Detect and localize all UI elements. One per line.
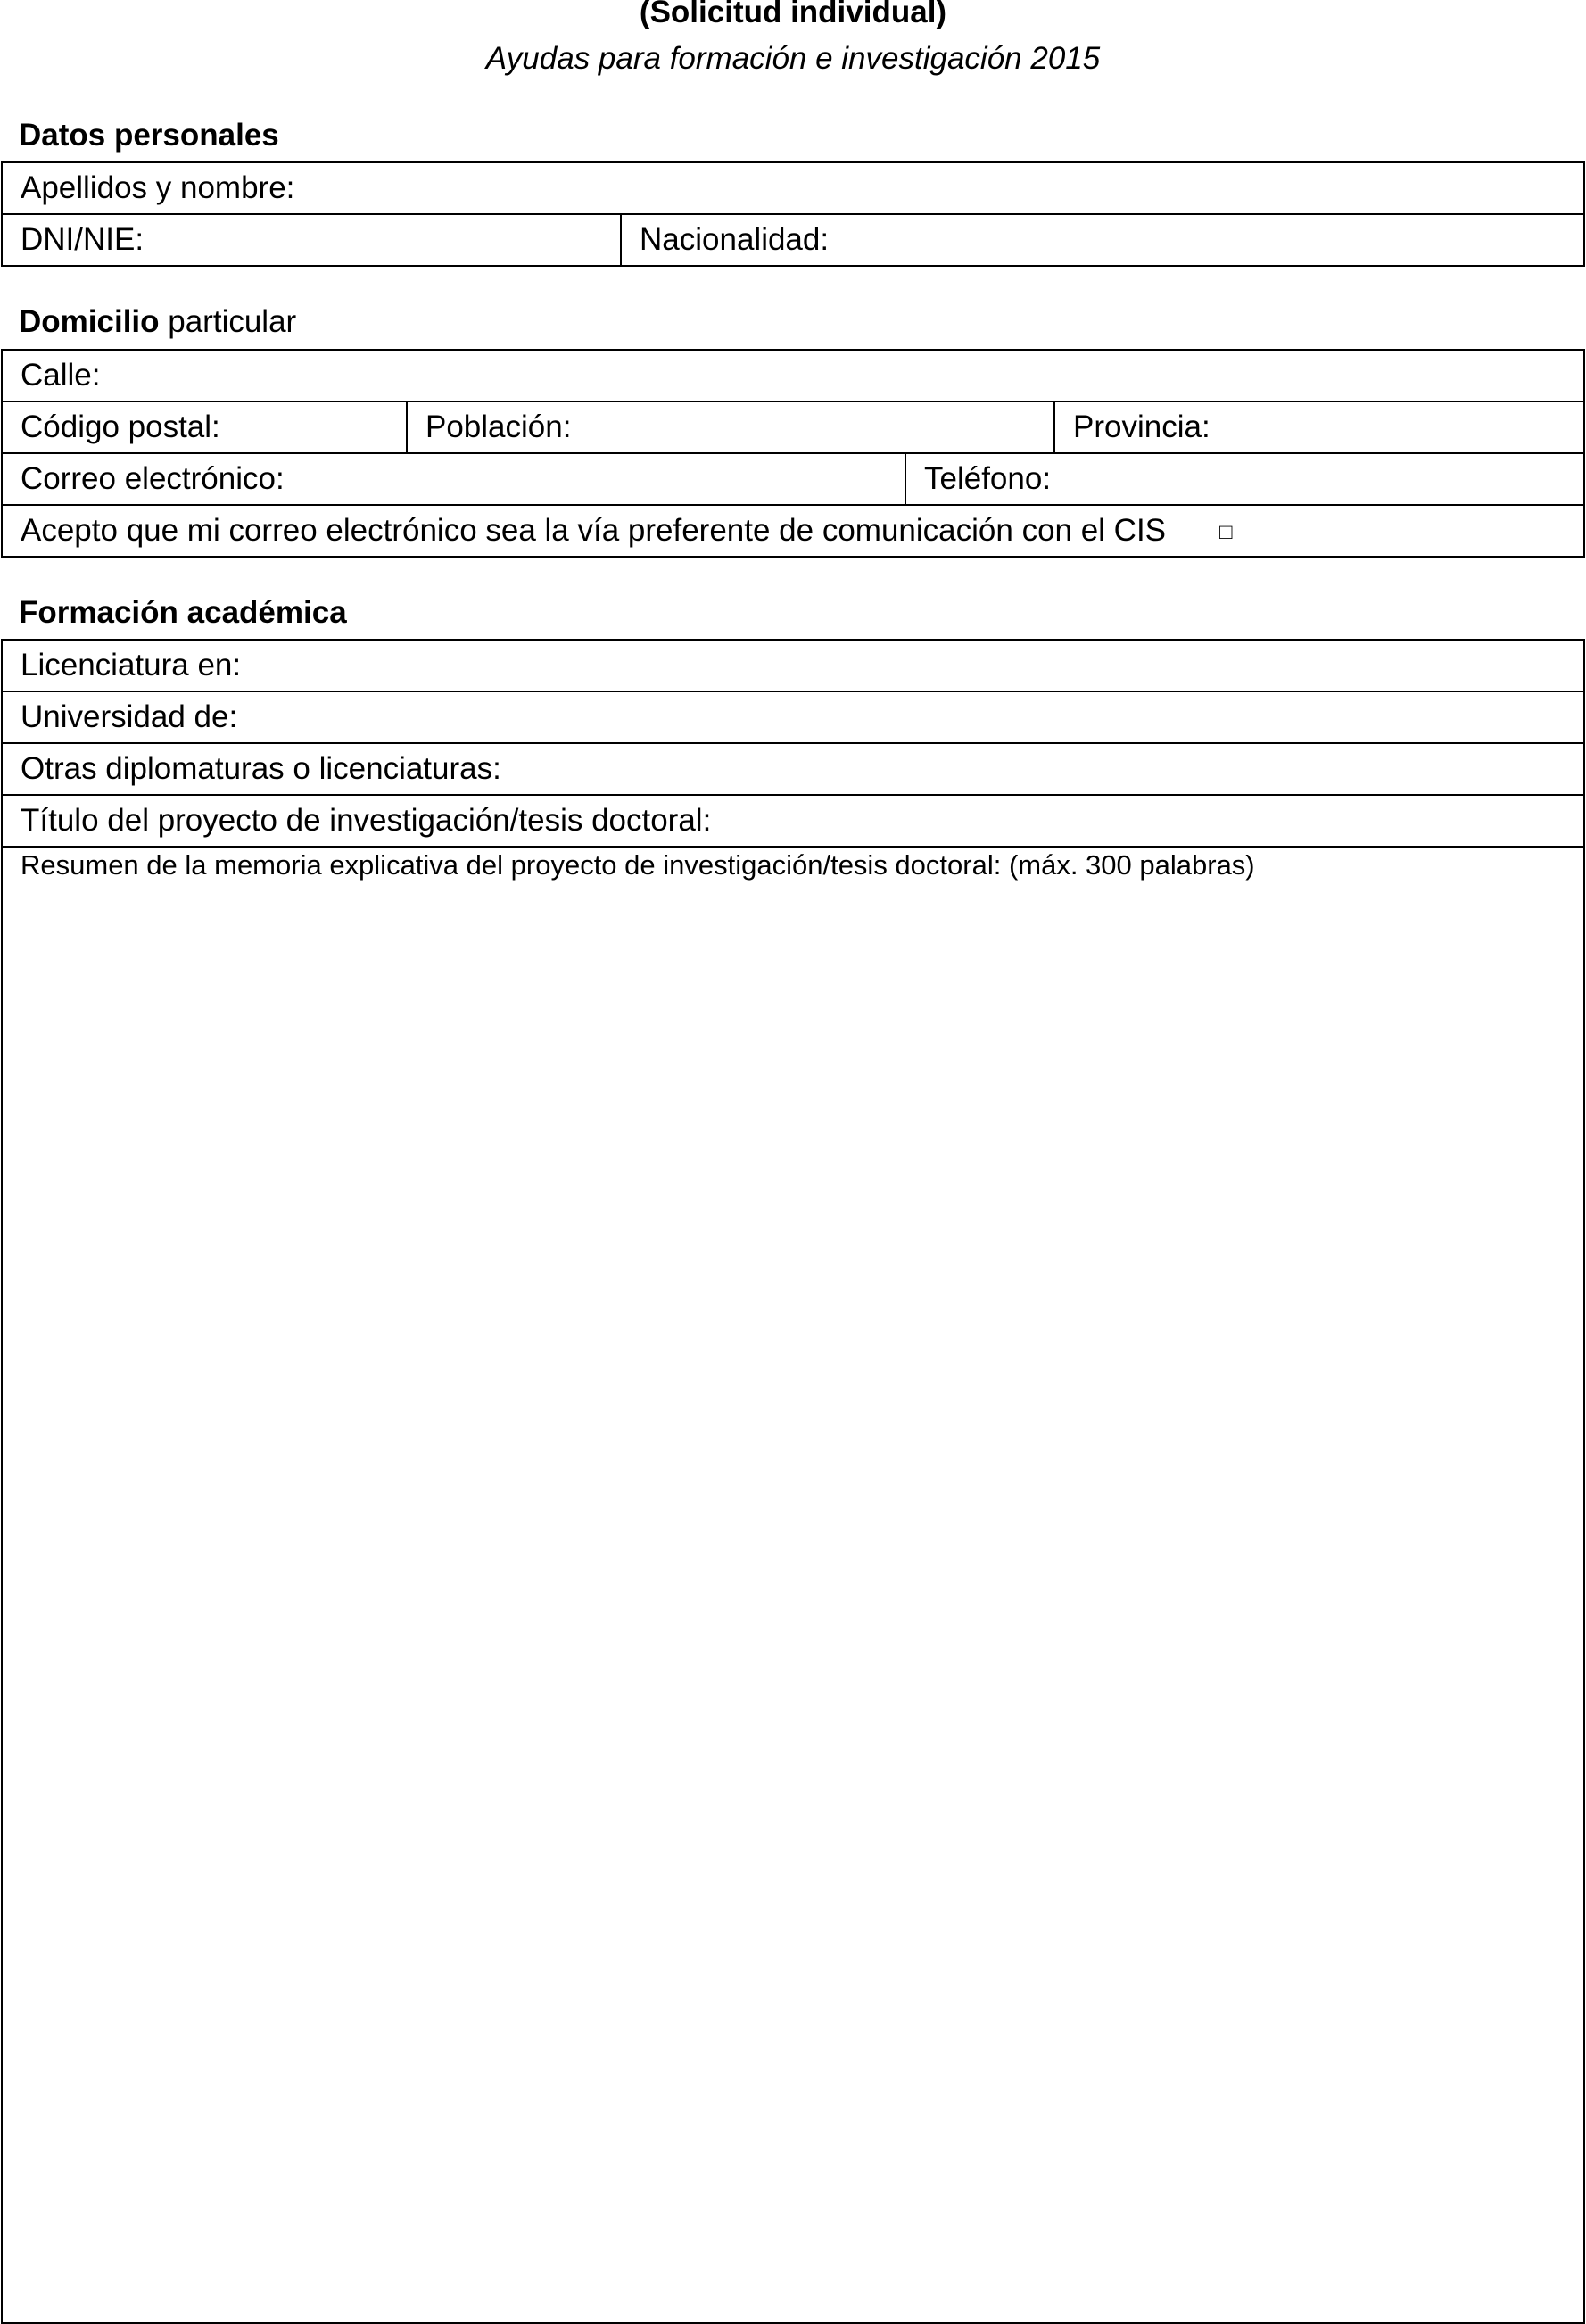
consent-text: Acepto que mi correo electrónico sea la vía preferente de comunicación con el CIS — [21, 513, 1167, 548]
resumen-memoria-field[interactable] — [3, 846, 1583, 2324]
formacion-table — [1, 639, 1585, 2324]
section-heading-datos-personales — [19, 118, 279, 153]
section-heading-rest-text: particular — [159, 304, 297, 339]
consent-checkbox[interactable]: □ — [1219, 519, 1233, 544]
form-subtitle: Ayudas para formación e investigación 2015 — [485, 41, 1101, 76]
section-heading-text: Formación académica — [19, 595, 347, 630]
nacionalidad-field[interactable]: Nacionalidad: — [620, 215, 1583, 265]
telefono-field[interactable]: Teléfono: — [905, 454, 1583, 504]
dni-nie-field[interactable]: DNI/NIE: — [21, 222, 145, 257]
titulo-proyecto-field[interactable]: Título del proyecto de investigación/tesis doctoral: — [21, 803, 712, 838]
resumen-label: Resumen de la memoria explicativa del proyecto de investigación/tesis doctoral: (máx. 300 palabras) — [21, 849, 1255, 881]
form-title: (Solicitud individual) — [639, 0, 947, 29]
apellidos-nombre-field[interactable]: Apellidos y nombre: — [21, 170, 295, 205]
poblacion-field[interactable]: Población: — [406, 402, 1053, 452]
calle-field[interactable]: Calle: — [21, 358, 101, 393]
otras-diplomaturas-field[interactable]: Otras diplomaturas o licenciaturas: — [21, 751, 501, 786]
correo-electronico-field[interactable]: Correo electrónico: — [21, 461, 285, 496]
codigo-postal-field[interactable]: Código postal: — [21, 409, 220, 444]
licenciatura-field[interactable]: Licenciatura en: — [21, 648, 242, 682]
datos-personales-table — [1, 161, 1585, 267]
provincia-field[interactable]: Provincia: — [1053, 402, 1583, 452]
section-heading-bold-text: Domicilio — [19, 304, 160, 339]
universidad-field[interactable]: Universidad de: — [21, 699, 238, 734]
domicilio-table — [1, 349, 1585, 558]
section-heading-formacion — [19, 595, 347, 631]
section-heading-domicilio — [19, 304, 296, 340]
consent-row — [3, 506, 1583, 556]
section-heading-text: Datos personales — [19, 118, 279, 153]
